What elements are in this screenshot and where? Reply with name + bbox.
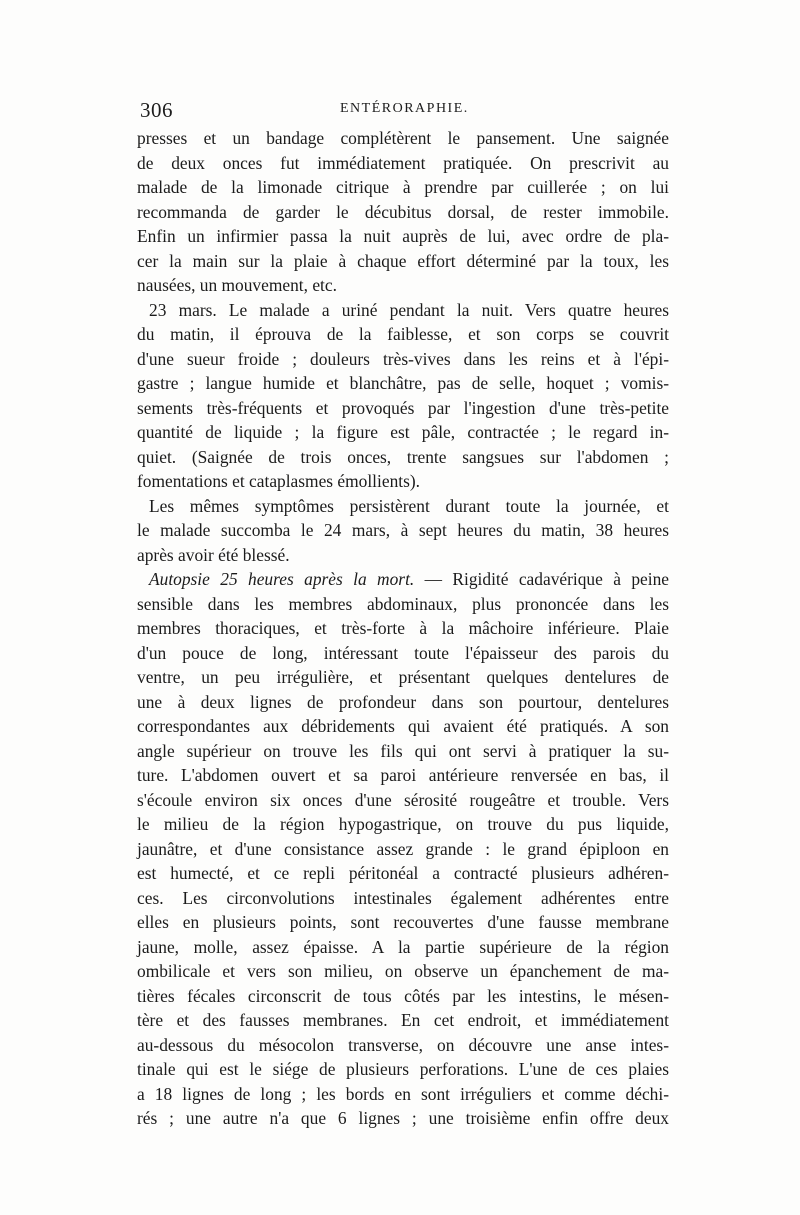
text-line: ture. L'abdomen ouvert et sa paroi antérieure renversée en bas, il <box>137 765 669 785</box>
text-line: cer la main sur la plaie à chaque effort déterminé par la toux, les <box>137 250 669 271</box>
text-line: Les mêmes symptômes persistèrent durant toute la journée, et <box>149 495 669 516</box>
text-line: ventre, un peu irrégulière, et présentant quelques dentelures de <box>137 667 669 687</box>
text-line: nausées, un mouvement, etc. <box>137 275 337 295</box>
text-line: d'un pouce de long, intéressant toute l'épaisseur des parois du <box>137 642 669 663</box>
text-line: tières fécales circonscrit de tous côtés par les intestins, le mésen- <box>137 985 669 1006</box>
text-line: d'une sueur froide ; douleurs très-vives dans les reins et à l'épi- <box>137 348 669 369</box>
text-line: recommanda de garder le décubitus dorsal, de rester immobile. <box>137 201 669 222</box>
text-line: gastre ; langue humide et blanchâtre, pas de selle, hoquet ; vomis- <box>137 373 669 393</box>
text-line: elles en plusieurs points, sont recouvertes d'une fausse membrane <box>137 912 669 932</box>
text-line: s'écoule environ six onces d'une sérosité rougeâtre et trouble. Vers <box>137 789 669 810</box>
text-line: presses et un bandage complétèrent le pansement. Une saignée <box>137 128 669 148</box>
text-line: quiet. (Saignée de trois onces, trente sangsues sur l'abdomen ; <box>137 446 669 467</box>
running-head: ENTÉRORAPHIE. <box>340 101 469 116</box>
text-line: tère et des fausses membranes. En cet endroit, et immédiatement <box>137 1010 669 1030</box>
text-line: du matin, il éprouva de la faiblesse, et son corps se couvrit <box>137 324 669 344</box>
text-line: Enfin un infirmier passa la nuit auprès de lui, avec ordre de pla- <box>137 226 669 246</box>
text-line: a 18 lignes de long ; les bords en sont irréguliers et comme déchi- <box>137 1083 669 1104</box>
text-line: de deux onces fut immédiatement pratiquée. On prescrivit au <box>137 152 669 173</box>
text-line: Autopsie 25 heures après la mort. — Rigidité cadavérique à peine <box>149 569 669 589</box>
text-line: sements très-fréquents et provoqués par l'ingestion d'une très-petite <box>137 397 669 418</box>
text-line: jaunâtre, et d'une consistance assez grande : le grand épiploon en <box>137 838 669 859</box>
text-line: le malade succomba le 24 mars, à sept heures du matin, 38 heures <box>137 520 669 540</box>
text-line: rés ; une autre n'a que 6 lignes ; une troisième enfin offre deux <box>137 1108 669 1128</box>
text-line: membres thoraciques, et très-forte à la mâchoire inférieure. Plaie <box>137 618 669 638</box>
text-line: au-dessous du mésocolon transverse, on découvre une anse intes- <box>137 1034 669 1055</box>
text-line: 23 mars. Le malade a uriné pendant la nuit. Vers quatre heures <box>149 299 669 320</box>
text-line: jaune, molle, assez épaisse. A la partie supérieure de la région <box>137 936 669 957</box>
page-number: 306 <box>140 98 173 122</box>
text-line: correspondantes aux débridements qui avaient été pratiqués. A son <box>137 716 669 736</box>
text-line: ces. Les circonvolutions intestinales également adhérentes entre <box>137 887 669 908</box>
text-line: quantité de liquide ; la figure est pâle, contractée ; le regard in- <box>137 422 669 442</box>
text-line: ombilicale et vers son milieu, on observe un épanchement de ma- <box>137 961 669 981</box>
text-line: tinale qui est le siége de plusieurs perforations. L'une de ces plaies <box>137 1059 669 1079</box>
text-line: le milieu de la région hypogastrique, on trouve du pus liquide, <box>137 814 669 834</box>
text-line: fomentations et cataplasmes émollients). <box>137 471 420 491</box>
text-line: angle supérieur on trouve les fils qui ont servi à pratiquer la su- <box>137 740 669 761</box>
page-header <box>140 98 660 122</box>
text-line: sensible dans les membres abdominaux, plus prononcée dans les <box>137 593 669 614</box>
autopsy-heading: Autopsie 25 heures après la mort. <box>149 569 415 589</box>
text-line: après avoir été blessé. <box>137 544 290 565</box>
text-line: est humecté, et ce repli péritonéal a contracté plusieurs adhéren- <box>137 863 669 883</box>
text-line: malade de la limonade citrique à prendre par cuillerée ; on lui <box>137 177 669 197</box>
text-line: une à deux lignes de profondeur dans son pourtour, dentelures <box>137 691 669 712</box>
body-text <box>137 126 669 1131</box>
